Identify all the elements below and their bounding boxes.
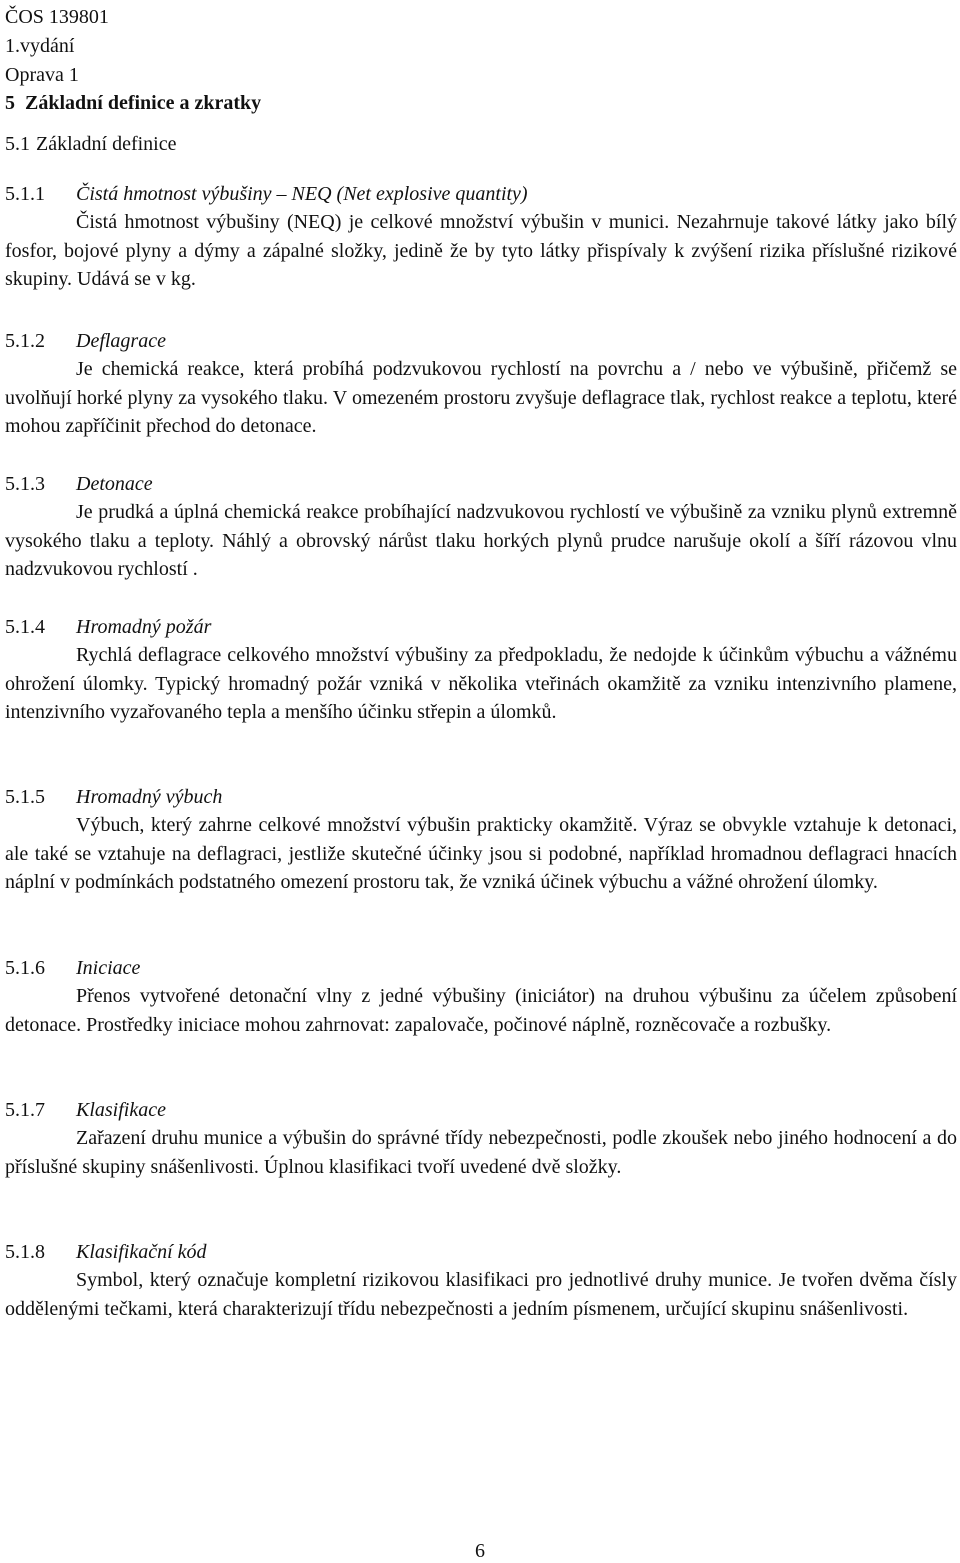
standard-code: ČOS 139801	[5, 6, 109, 28]
definition-text: Čistá hmotnost výbušiny (NEQ) je celkové množství výbušin v munici. Nezahrnuje takové látky jako bílý fosfor, bojové plyny a dýmy a zápalné složky, jedině že by tyto látky přispívaly k zvýšení rizika příslušné rizikové skupiny. Udává se v kg.	[5, 211, 957, 290]
definition-heading	[5, 327, 957, 355]
definition-term: Čistá hmotnost výbušiny – NEQ (Net explosive quantity)	[76, 183, 528, 205]
definition-text: Symbol, který označuje kompletní rizikovou klasifikaci pro jednotlivé druhy munice. Je tvořen dvěma čísly oddělenými tečkami, která charakterizují třídu nebezpečnosti a jedním písmenem, určující skupinu snášenlivosti.	[5, 1269, 957, 1320]
definition-mass-fire	[5, 613, 957, 727]
definition-text: Je prudká a úplná chemická reakce probíhající nadzvukovou rychlostí ve výbušině za vzniku plynů extremně vysokého tlaku a teploty. Náhlý a obrovský nárůst tlaku horkých plynů prudce narušuje okolí a šíří rázovou vlnu nadzvukovou rychlostí .	[5, 501, 957, 580]
definition-term: Hromadný výbuch	[76, 786, 223, 808]
definition-number: 5.1.4	[5, 616, 45, 638]
definition-text: Je chemická reakce, která probíhá podzvukovou rychlostí na povrchu a / nebo ve výbušině, přičemž se uvolňují horké plyny za vysokého tlaku. V omezeném prostoru zvyšuje deflagrace tlak, rychlost reakce a teplotu, které mohou zapříčinit přechod do detonace.	[5, 358, 957, 437]
definition-term: Klasifikační kód	[76, 1241, 207, 1263]
definition-number: 5.1.6	[5, 957, 45, 979]
definition-number: 5.1.8	[5, 1241, 45, 1263]
amendment-label: Oprava 1	[5, 64, 79, 86]
definition-classification-code	[5, 1238, 957, 1323]
definition-term: Iniciace	[76, 957, 141, 979]
page-number: 6	[475, 1540, 485, 1562]
definition-detonation	[5, 470, 957, 584]
chapter-number: 5	[5, 92, 15, 114]
section-title: Základní definice	[36, 133, 177, 155]
edition-label: 1.vydání	[5, 35, 75, 57]
definition-term: Klasifikace	[76, 1099, 166, 1121]
definition-heading	[5, 1238, 957, 1266]
definition-heading	[5, 613, 957, 641]
definition-number: 5.1.2	[5, 330, 45, 352]
definition-classification	[5, 1096, 957, 1181]
definition-term: Hromadný požár	[76, 616, 212, 638]
definition-text: Přenos vytvořené detonační vlny z jedné výbušiny (iniciátor) na druhou výbušinu za účelem způsobení detonace. Prostředky iniciace mohou zahrnovat: zapalovače, počinové náplně, rozněcovače a rozbušky.	[5, 985, 957, 1036]
definition-heading	[5, 180, 957, 208]
definition-number: 5.1.3	[5, 473, 45, 495]
definition-heading	[5, 783, 957, 811]
chapter-title: Základní definice a zkratky	[25, 92, 262, 114]
definition-number: 5.1.5	[5, 786, 45, 808]
definition-text: Rychlá deflagrace celkového množství výbušiny za předpokladu, že nedojde k účinkům výbuchu a vážnému ohrožení úlomky. Typický hromadný požár vzniká v několika vteřinách okamžitě za vzniku intenzivního plamene, intenzivního vyzařovaného tepla a menšího účinku střepin a úlomků.	[5, 644, 957, 723]
definition-text: Výbuch, který zahrne celkové množství výbušin prakticky okamžitě. Výraz se obvykle vztahuje k detonaci, ale také se vztahuje na deflagraci, jestliže skutečné účinky jsou si podobné, například hromadnou deflagraci hnacích náplní v podmínkách podstatného omezení prostoru tak, že vzniká účinek výbuchu a vážné ohrožení úlomky.	[5, 814, 957, 893]
definition-heading	[5, 470, 957, 498]
section-heading	[5, 132, 177, 156]
definition-term: Deflagrace	[76, 330, 166, 352]
definition-number: 5.1.1	[5, 183, 45, 205]
definition-initiation	[5, 954, 957, 1039]
definition-number: 5.1.7	[5, 1099, 45, 1121]
definition-net-explosive-quantity	[5, 180, 957, 294]
definition-mass-explosion	[5, 783, 957, 897]
definition-heading	[5, 1096, 957, 1124]
definition-heading	[5, 954, 957, 982]
definition-text: Zařazení druhu munice a výbušin do správné třídy nebezpečnosti, podle zkoušek nebo jiného hodnocení a do příslušné skupiny snášenlivosti. Úplnou klasifikaci tvoří uvedené dvě složky.	[5, 1127, 957, 1178]
chapter-heading	[5, 91, 261, 115]
definition-term: Detonace	[76, 473, 153, 495]
definition-deflagration	[5, 327, 957, 441]
section-number: 5.1	[5, 133, 30, 155]
